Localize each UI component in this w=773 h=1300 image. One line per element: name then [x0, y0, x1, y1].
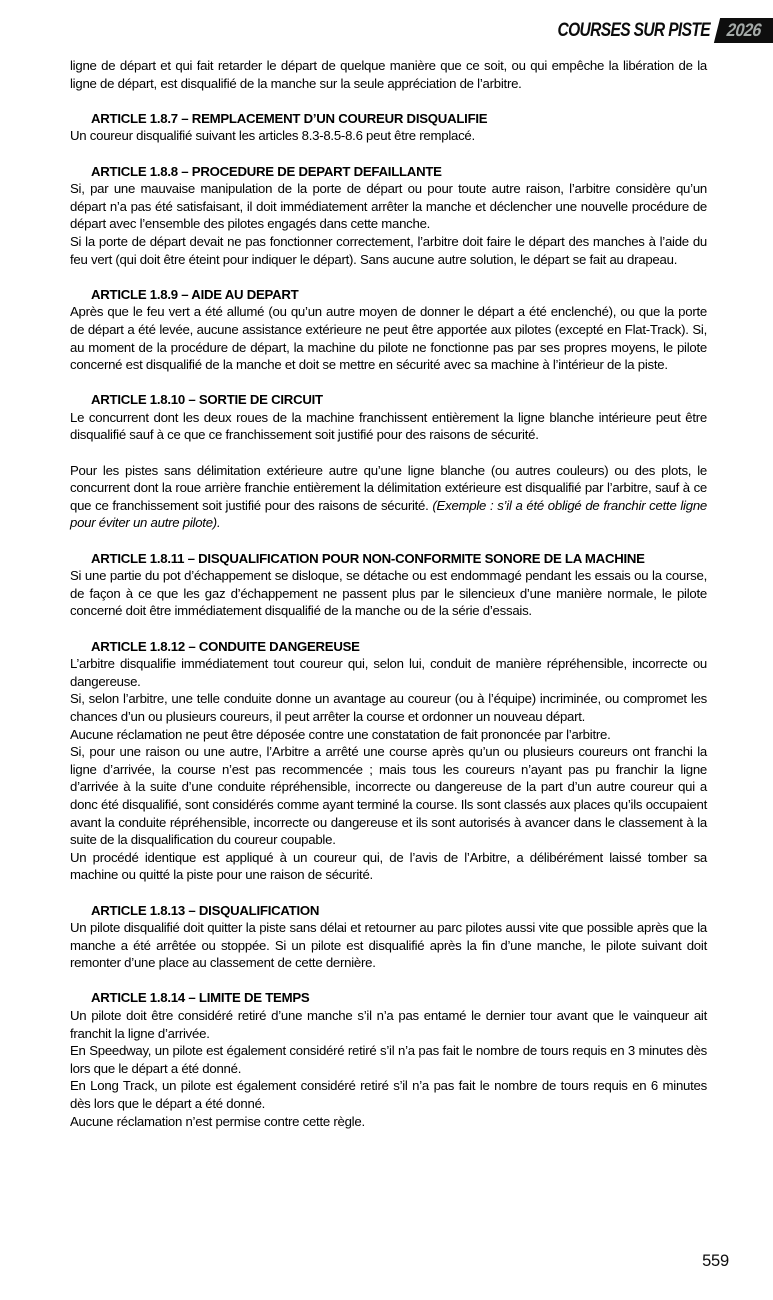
- article-1-8-11-paragraph: Si une partie du pot d’échappement se disloque, se détache ou est endommagé pendant les essais ou la course, de façon à ce que les gaz d’échappement ne passent plus par le silencieux d’une manière normale, le pilote concerné doit être immédiatement disqualifié de la manche ou de la série d’essais.: [70, 568, 707, 619]
- article-1-8-13: [70, 902, 707, 972]
- article-1-8-10-heading: ARTICLE 1.8.10 – SORTIE DE CIRCUIT: [91, 392, 323, 408]
- page-header: [524, 18, 773, 43]
- article-1-8-12-paragraph: L’arbitre disqualifie immédiatement tout coureur qui, selon lui, conduit de manière répréhensible, incorrecte ou dangereuse.: [70, 656, 707, 689]
- article-1-8-10: [70, 391, 707, 532]
- intro-paragraph: ligne de départ et qui fait retarder le départ de quelque manière que ce soit, ou qui empêche la libération de la ligne de départ, est disqualifié de la manche sur la seule appréciation de l’arbitre.: [70, 58, 707, 91]
- article-1-8-10-paragraph: Le concurrent dont les deux roues de la machine franchissent entièrement la ligne blanche intérieure peut être disqualifié sauf à ce que ce franchissement soit justifié pour des raisons de sécurité.: [70, 409, 707, 443]
- article-1-8-9: [70, 286, 707, 374]
- article-1-8-14-heading: ARTICLE 1.8.14 – LIMITE DE TEMPS: [91, 990, 310, 1006]
- article-1-8-12-paragraph: Un procédé identique est appliqué à un coureur qui, de l’avis de l’Arbitre, a délibérément laissé tomber sa machine ou quitté la piste pour une raison de sécurité.: [70, 849, 707, 883]
- article-1-8-14-paragraph: En Long Track, un pilote est également considéré retiré s’il n’a pas fait le nombre de tours requis en 6 minutes dès lors que le départ a été donné.: [70, 1078, 707, 1112]
- article-1-8-12-paragraph: Aucune réclamation ne peut être déposée contre une constatation de fait prononcée par l’arbitre.: [70, 726, 611, 742]
- article-1-8-7: [70, 110, 707, 145]
- example-note: (Exemple : s’il a été obligé de franchir cette ligne pour éviter un autre pilote).: [70, 497, 707, 531]
- article-1-8-9-paragraph: Après que le feu vert a été allumé (ou qu’un autre moyen de donner le départ a été enclenché), ou que la porte de départ a été levée, aucune assistance extérieure ne peut être apportée aux pilotes (excepté en Flat-Track). Si, au moment de la procédure de départ, la machine du pilote ne fonctionne pas par ses propres moyens, le pilote concerné est disqualifié de la manche et doit se mettre en sécurité avec sa machine à l’intérieur de la piste.: [70, 304, 707, 373]
- article-1-8-14-paragraph: En Speedway, un pilote est également considéré retiré s’il n’a pas fait le nombre de tours requis en 3 minutes dès lors que le départ a été donné.: [70, 1043, 707, 1076]
- article-1-8-10-paragraph: [70, 462, 707, 532]
- article-1-8-8-paragraph: Si la porte de départ devait ne pas fonctionner correctement, l’arbitre doit faire le départ des manches à l’aide du feu vert (qui doit être éteint pour indiquer le départ). Sans aucune autre solution, le départ se fait au drapeau.: [70, 233, 707, 267]
- page-number: 559: [702, 1252, 729, 1270]
- article-1-8-12-paragraph: Si, selon l’arbitre, une telle conduite donne un avantage au coureur (ou à l’équipe) incriminée, ou compromet les chances d’un ou plusieurs coureurs, il peut arrêter la course et ordonner un nouveau départ.: [70, 691, 707, 724]
- article-1-8-11: [70, 550, 707, 620]
- article-1-8-14: [70, 989, 707, 1130]
- header-title: COURSES SUR PISTE: [557, 19, 710, 41]
- article-1-8-13-paragraph: Un pilote disqualifié doit quitter la piste sans délai et retourner au parc pilotes aussi vite que possible après que la manche a été arrêtée ou stoppée. Si un pilote est disqualifié après la fin d’une manche, le pilote suivant doit remonter d’une place au classement de cette dernière.: [70, 920, 707, 971]
- article-1-8-12-heading: ARTICLE 1.8.12 – CONDUITE DANGEREUSE: [91, 638, 360, 654]
- article-1-8-12: [70, 638, 707, 884]
- article-1-8-14-paragraph: Aucune réclamation n’est permise contre cette règle.: [70, 1113, 365, 1129]
- article-1-8-10-paragraph-text: Pour les pistes sans délimitation extérieure autre qu’une ligne blanche (ou autres couleurs) ou des plots, le concurrent dont la roue arrière franchie entièrement la délimitation extérieure est disqualifié par l’arbitre, sauf à ce que ce franchissement soit justifié pour des raisons de sécurité.: [70, 462, 707, 513]
- article-1-8-8-paragraph: Si, par une mauvaise manipulation de la porte de départ ou pour toute autre raison, l’arbitre considère qu’un départ n’a pas été satisfaisant, il doit immédiatement arrêter la manche et déclencher une nouvelle procédure de départ avec l’ensemble des pilotes engagés dans cette manche.: [70, 181, 707, 232]
- article-1-8-8: [70, 163, 707, 269]
- article-1-8-14-paragraph: Un pilote doit être considéré retiré d’une manche s’il n’a pas entamé le dernier tour avant que le vainqueur ait franchit la ligne d’arrivée.: [70, 1008, 707, 1041]
- article-1-8-12-paragraph: Si, pour une raison ou une autre, l’Arbitre a arrêté une course après qu’un ou plusieurs coureurs ont franchi la ligne d’arrivée, la course n’est pas recommencée ; mais tous les coureurs n’ayant pas pu franchir la ligne d’arrivée à la suite d’une conduite répréhensible, incorrecte ou dangereuse de la part d’un autre coureur qui a donc été disqualifié, sont considérés comme ayant terminé la course. Ils sont classés aux places qu’ils occupaient avant la conduite répréhensible, incorrecte ou dangereuse et ils sont autorisés à avancer dans le classement à la suite de la disqualification du coureur coupable.: [70, 744, 707, 848]
- document-content: [70, 57, 707, 1130]
- header-year: 2026: [724, 20, 764, 40]
- article-1-8-11-heading: ARTICLE 1.8.11 – DISQUALIFICATION POUR NON-CONFORMITE SONORE DE LA MACHINE: [91, 550, 645, 566]
- article-1-8-7-heading: ARTICLE 1.8.7 – REMPLACEMENT D’UN COUREUR DISQUALIFIE: [91, 110, 488, 126]
- article-1-8-13-heading: ARTICLE 1.8.13 – DISQUALIFICATION: [91, 902, 320, 918]
- article-1-8-8-heading: ARTICLE 1.8.8 – PROCEDURE DE DEPART DEFAILLANTE: [91, 163, 442, 179]
- header-year-badge: [714, 18, 773, 43]
- article-1-8-9-heading: ARTICLE 1.8.9 – AIDE AU DEPART: [91, 286, 299, 302]
- article-1-8-7-paragraph: Un coureur disqualifié suivant les articles 8.3-8.5-8.6 peut être remplacé.: [70, 128, 475, 144]
